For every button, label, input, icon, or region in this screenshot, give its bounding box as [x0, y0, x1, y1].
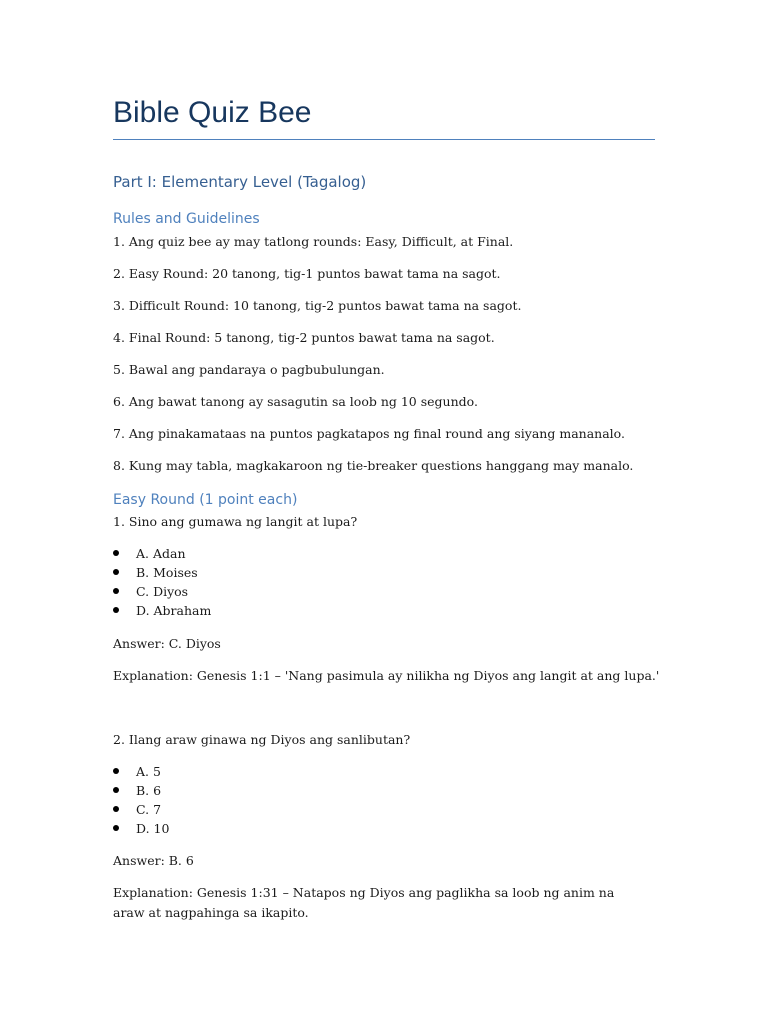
bullet-icon [113, 768, 119, 774]
bullet-icon [113, 588, 119, 594]
option-label: C. 7 [136, 802, 162, 817]
easy-round-heading: Easy Round (1 point each) [113, 492, 298, 508]
bullet-icon [113, 787, 119, 793]
rule-item: 8. Kung may tabla, magkakaroon ng tie-breaker questions hanggang may manalo. [113, 458, 634, 473]
option-label: D. 10 [136, 821, 170, 836]
bullet-icon [113, 550, 119, 556]
rule-item: 1. Ang quiz bee ay may tatlong rounds: Easy, Difficult, at Final. [113, 234, 514, 249]
option-label: B. Moises [136, 565, 198, 580]
option-item [113, 563, 211, 582]
document-title: Bible Quiz Bee [113, 96, 312, 129]
rule-item: 2. Easy Round: 20 tanong, tig-1 puntos bawat tama na sagot. [113, 266, 501, 281]
bullet-icon [113, 806, 119, 812]
option-item [113, 800, 169, 819]
rule-item: 3. Difficult Round: 10 tanong, tig-2 puntos bawat tama na sagot. [113, 298, 522, 313]
explanation-text: Explanation: Genesis 1:31 – Natapos ng Diyos ang paglikha sa loob ng anim na araw at nagpahinga sa ikapito. [113, 885, 615, 920]
option-label: B. 6 [136, 783, 162, 798]
option-label: A. 5 [136, 764, 161, 779]
option-item [113, 544, 211, 563]
option-label: D. Abraham [136, 603, 212, 618]
explanation-text: Explanation: Genesis 1:1 – 'Nang pasimula ay nilikha ng Diyos ang langit at ang lupa.' [113, 668, 660, 683]
bullet-icon [113, 569, 119, 575]
part-heading: Part I: Elementary Level (Tagalog) [113, 173, 367, 191]
rules-heading: Rules and Guidelines [113, 211, 260, 227]
option-item [113, 781, 169, 800]
option-label: A. Adan [136, 546, 186, 561]
options-list [113, 762, 169, 838]
option-item [113, 762, 169, 781]
option-item [113, 582, 211, 601]
rule-item: 5. Bawal ang pandaraya o pagbubulungan. [113, 362, 385, 377]
option-item [113, 819, 169, 838]
answer-text: Answer: C. Diyos [113, 636, 221, 651]
question-text: 1. Sino ang gumawa ng langit at lupa? [113, 514, 358, 529]
question-text: 2. Ilang araw ginawa ng Diyos ang sanlibutan? [113, 732, 411, 747]
answer-text: Answer: B. 6 [113, 853, 194, 868]
option-label: C. Diyos [136, 584, 189, 599]
rule-item: 7. Ang pinakamataas na puntos pagkatapos ng final round ang siyang mananalo. [113, 426, 625, 441]
rule-item: 4. Final Round: 5 tanong, tig-2 puntos bawat tama na sagot. [113, 330, 495, 345]
option-item [113, 601, 211, 620]
bullet-icon [113, 825, 119, 831]
bullet-icon [113, 607, 119, 613]
title-underline [113, 139, 655, 140]
rule-item: 6. Ang bawat tanong ay sasagutin sa loob ng 10 segundo. [113, 394, 478, 409]
options-list [113, 544, 211, 620]
